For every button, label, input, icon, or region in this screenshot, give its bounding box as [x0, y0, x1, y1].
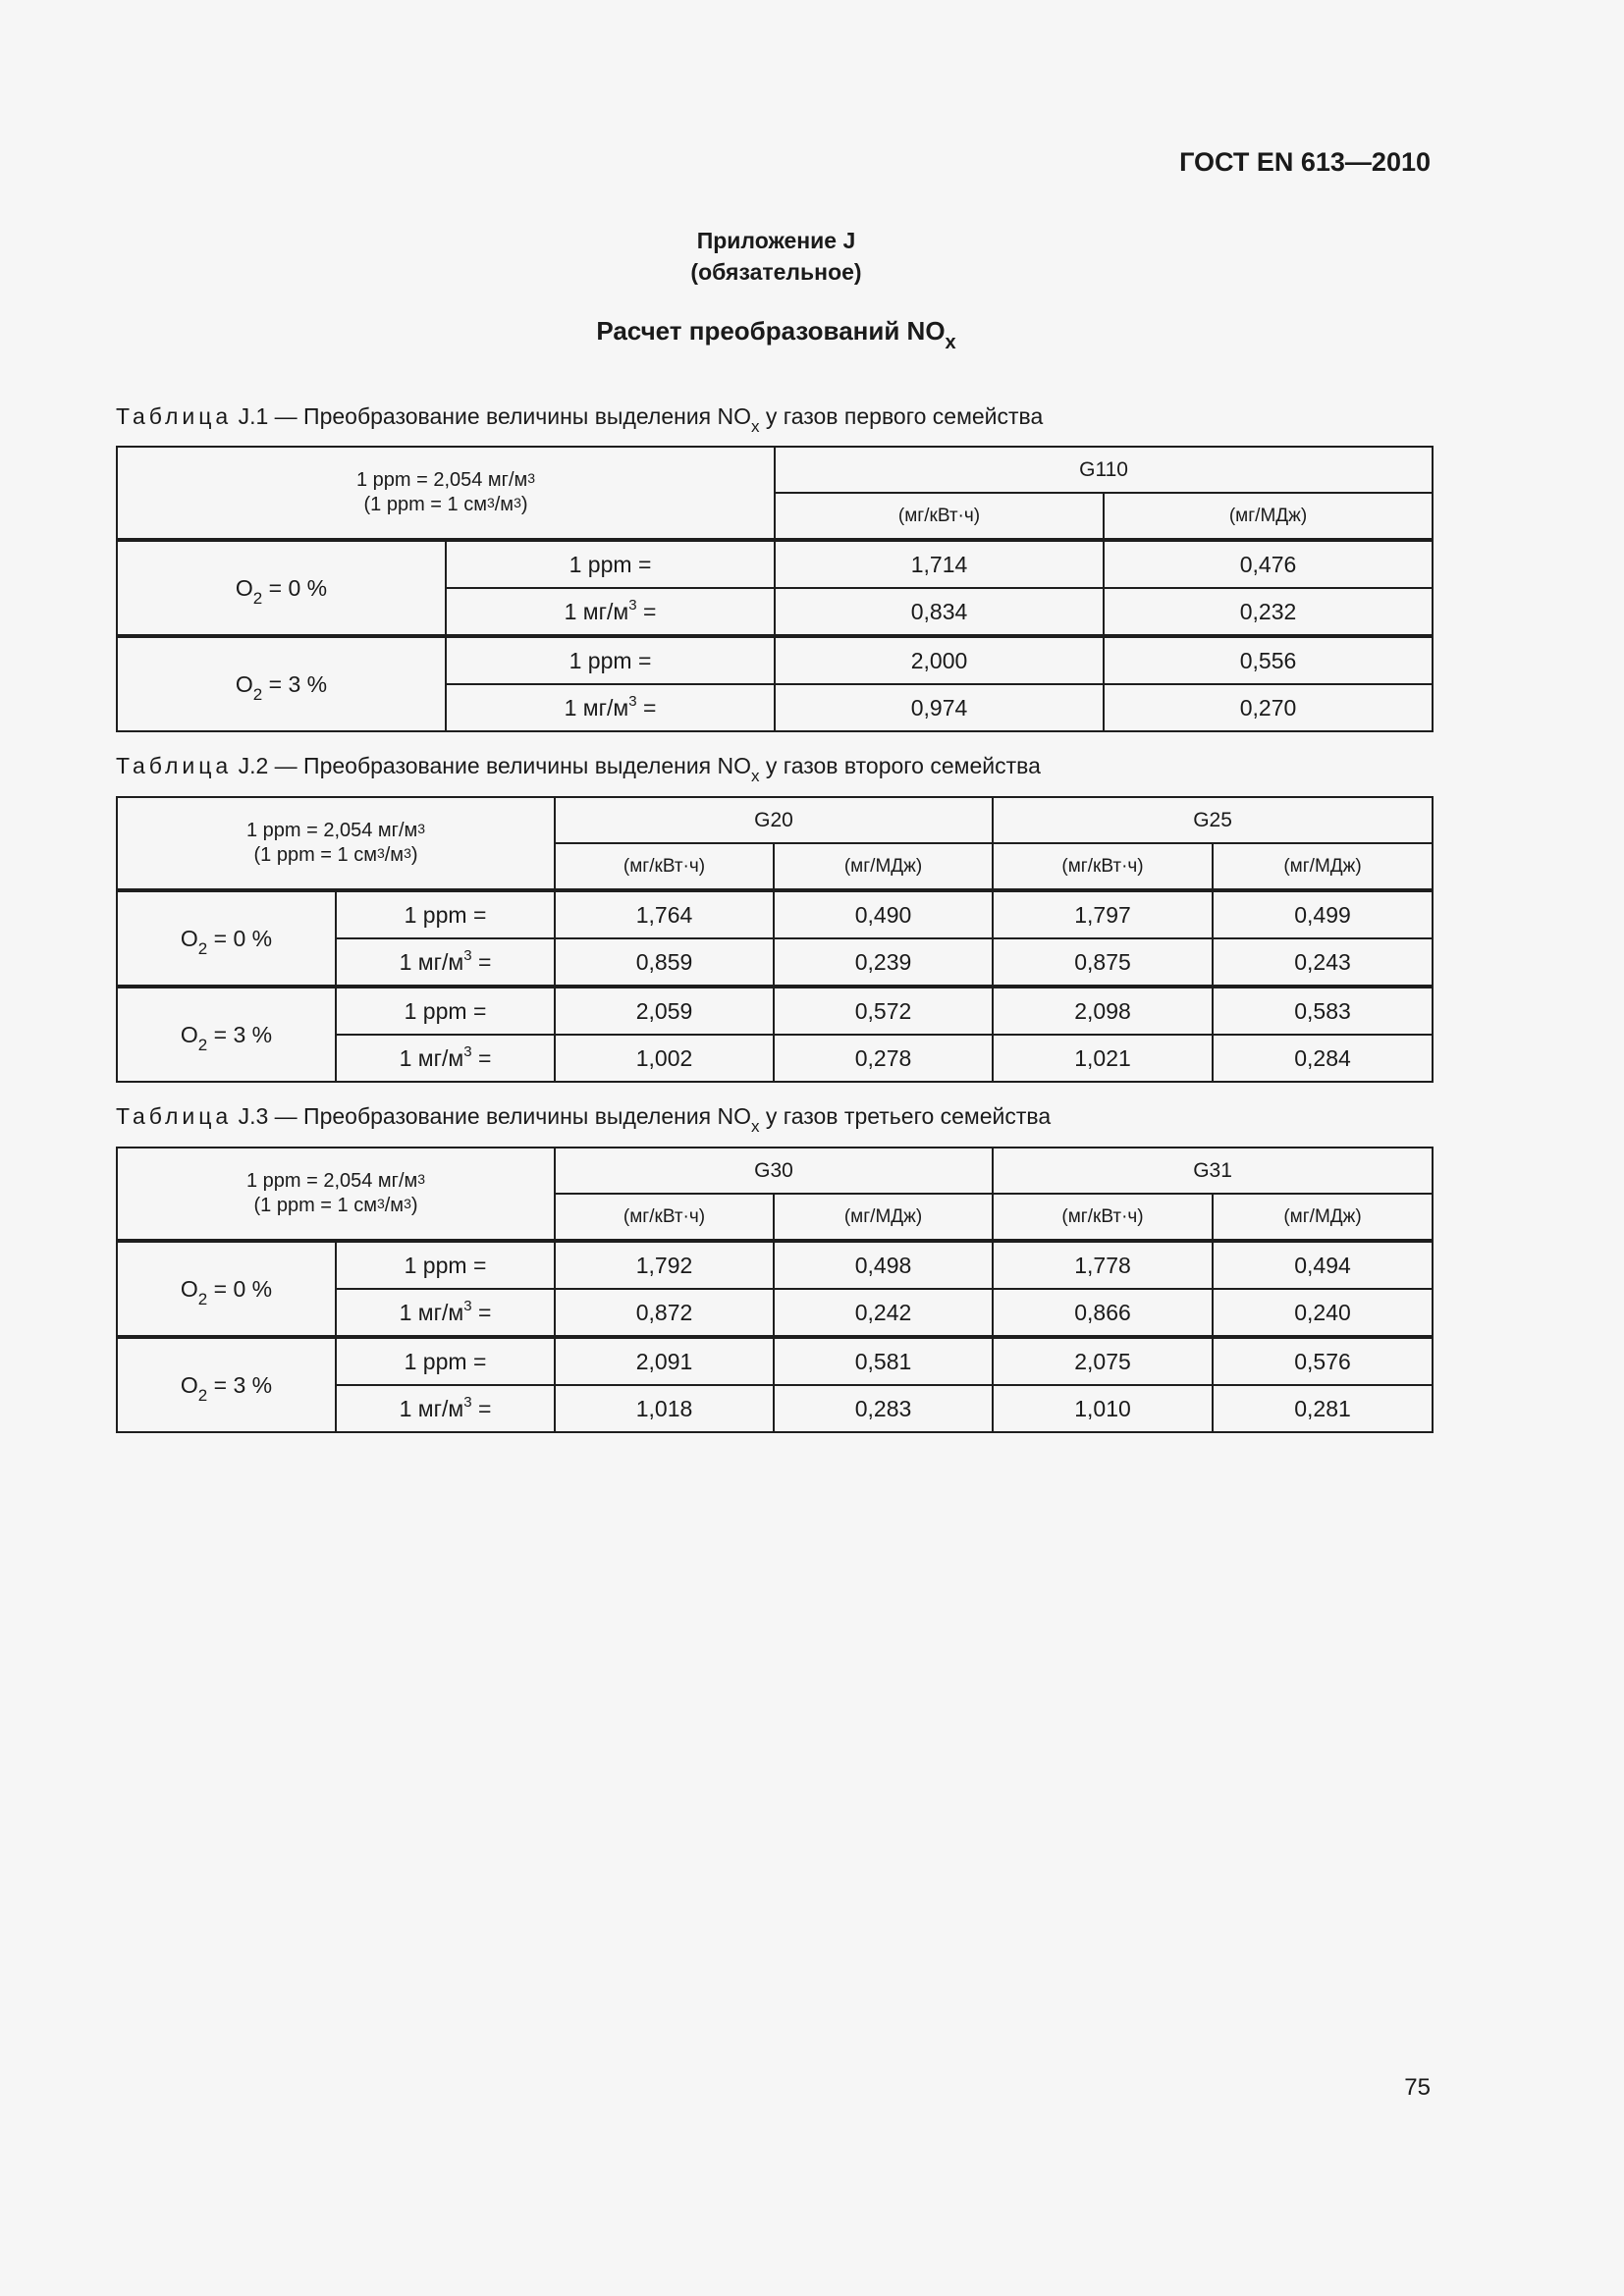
unit-label-ppm: 1 ppm = [336, 1337, 555, 1385]
value-cell: 0,499 [1213, 890, 1433, 938]
unit-label-ppm: 1 ppm = [446, 636, 775, 684]
section-title [0, 316, 1552, 353]
condition-label: $O_2 = 0$ % [117, 1241, 336, 1337]
table-row [117, 987, 1433, 1035]
value-cell: 1,021 [993, 1035, 1213, 1082]
block-o2-3 [117, 636, 1433, 731]
value-cell: 0,583 [1213, 987, 1433, 1035]
gas-header: G110 [775, 447, 1433, 493]
table-row [117, 1241, 1433, 1289]
block-o2-0 [117, 1241, 1433, 1337]
value-cell: 0,243 [1213, 938, 1433, 987]
unit-label-mg: 1 $мг/м^3$ = [336, 938, 555, 987]
annex-status: (обязательное) [690, 259, 862, 285]
value-cell: 0,284 [1213, 1035, 1433, 1082]
table-j2-caption [116, 753, 1041, 785]
caption-text: J.3 — Преобразование величины выделения NO [232, 1103, 752, 1129]
condition-label: $O_2 = 0$ % [117, 540, 446, 636]
value-cell: 0,556 [1104, 636, 1433, 684]
unit-label-ppm: 1 ppm = [446, 540, 775, 588]
value-cell: 1,797 [993, 890, 1213, 938]
table-j3-caption [116, 1103, 1052, 1136]
value-cell: 0,490 [774, 890, 993, 938]
reference-line-1: 1 ppm = 2,054 $мг/м^3$ [245, 820, 426, 841]
caption-text: J.1 — Преобразование величины выделения NO [232, 403, 752, 429]
value-cell: 0,240 [1213, 1289, 1433, 1337]
gas-header: G31 [993, 1148, 1433, 1194]
block-o2-0 [117, 890, 1433, 987]
unit-kwh: (мг/кВт·ч) [775, 493, 1104, 540]
reference-line-1: 1 ppm = 2,054 $мг/м^3$ [355, 469, 536, 491]
table-j1-caption [116, 403, 1044, 436]
unit-label-ppm: 1 ppm = [336, 1241, 555, 1289]
value-cell: 0,278 [774, 1035, 993, 1082]
unit-label-mg: 1 $мг/м^3$ = [336, 1035, 555, 1082]
value-cell: 0,232 [1104, 588, 1433, 636]
value-cell: 0,572 [774, 987, 993, 1035]
condition-label: $O_2 = 3$ % [117, 1337, 336, 1432]
value-cell: 0,281 [1213, 1385, 1433, 1432]
table-header [117, 1148, 1433, 1241]
value-cell: 1,002 [555, 1035, 774, 1082]
value-cell: 0,872 [555, 1289, 774, 1337]
table-row [117, 540, 1433, 588]
value-cell: 0,476 [1104, 540, 1433, 588]
value-cell: 2,075 [993, 1337, 1213, 1385]
value-cell: 0,834 [775, 588, 1104, 636]
page-number: 75 [1404, 2074, 1431, 2101]
gas-header: G25 [993, 797, 1433, 843]
table-j3 [116, 1147, 1434, 1433]
gas-header: G20 [555, 797, 993, 843]
unit-label-mg: 1 $мг/м^3$ = [446, 684, 775, 731]
unit-label-mg: 1 $мг/м^3$ = [336, 1385, 555, 1432]
caption-subscript: x [751, 767, 760, 785]
unit-mj: (мг/МДж) [774, 1194, 993, 1241]
value-cell: 0,494 [1213, 1241, 1433, 1289]
annex-heading [0, 225, 1552, 288]
value-cell: 1,764 [555, 890, 774, 938]
value-cell: 0,239 [774, 938, 993, 987]
unit-label-ppm: 1 ppm = [336, 987, 555, 1035]
table-row [117, 1337, 1433, 1385]
table-j2 [116, 796, 1434, 1083]
reference-cell [117, 1148, 555, 1241]
value-cell: 1,778 [993, 1241, 1213, 1289]
header-row [117, 447, 1433, 493]
section-title-main: Расчет преобразований NO [596, 316, 946, 346]
value-cell: 0,576 [1213, 1337, 1433, 1385]
table-j1 [116, 446, 1434, 732]
caption-word: Таблица [116, 753, 233, 778]
reference-cell [117, 447, 775, 540]
section-title-subscript: x [945, 332, 956, 353]
table-row [117, 890, 1433, 938]
unit-label-mg: 1 $мг/м^3$ = [446, 588, 775, 636]
table-row [117, 636, 1433, 684]
annex-title: Приложение J [696, 228, 856, 253]
unit-kwh: (мг/кВт·ч) [555, 1194, 774, 1241]
value-cell: 0,974 [775, 684, 1104, 731]
reference-line-2: (1 ppm = 1 $см^3/м^3$) [253, 844, 418, 866]
caption-text: J.2 — Преобразование величины выделения NO [232, 753, 752, 778]
document-code: ГОСТ EN 613—2010 [1179, 147, 1431, 177]
value-cell: 1,714 [775, 540, 1104, 588]
unit-label-ppm: 1 ppm = [336, 890, 555, 938]
unit-mj: (мг/МДж) [774, 843, 993, 890]
value-cell: 2,059 [555, 987, 774, 1035]
value-cell: 2,091 [555, 1337, 774, 1385]
caption-text-end: у газов первого семейства [759, 403, 1044, 429]
unit-kwh: (мг/кВт·ч) [993, 843, 1213, 890]
value-cell: 0,581 [774, 1337, 993, 1385]
value-cell: 0,859 [555, 938, 774, 987]
unit-kwh: (мг/кВт·ч) [555, 843, 774, 890]
reference-line-2: (1 ppm = 1 $см^3/м^3$) [253, 1195, 418, 1216]
reference-line-1: 1 ppm = 2,054 $мг/м^3$ [245, 1170, 426, 1192]
value-cell: 0,270 [1104, 684, 1433, 731]
header-row [117, 797, 1433, 843]
value-cell: 2,000 [775, 636, 1104, 684]
value-cell: 1,792 [555, 1241, 774, 1289]
value-cell: 0,242 [774, 1289, 993, 1337]
reference-line-2: (1 ppm = 1 $см^3/м^3$) [363, 494, 528, 515]
unit-label-mg: 1 $мг/м^3$ = [336, 1289, 555, 1337]
unit-mj: (мг/МДж) [1213, 1194, 1433, 1241]
value-cell: 0,498 [774, 1241, 993, 1289]
unit-mj: (мг/МДж) [1213, 843, 1433, 890]
caption-text-end: у газов третьего семейства [759, 1103, 1052, 1129]
value-cell: 2,098 [993, 987, 1213, 1035]
condition-label: $O_2 = 3$ % [117, 987, 336, 1082]
caption-text-end: у газов второго семейства [759, 753, 1041, 778]
caption-word: Таблица [116, 1103, 233, 1129]
value-cell: 0,283 [774, 1385, 993, 1432]
gas-header: G30 [555, 1148, 993, 1194]
value-cell: 0,866 [993, 1289, 1213, 1337]
caption-subscript: x [751, 417, 760, 436]
unit-kwh: (мг/кВт·ч) [993, 1194, 1213, 1241]
caption-subscript: x [751, 1117, 760, 1136]
header-row [117, 1148, 1433, 1194]
value-cell: 1,018 [555, 1385, 774, 1432]
reference-cell [117, 797, 555, 890]
condition-label: $O_2 = 0$ % [117, 890, 336, 987]
table-header [117, 797, 1433, 890]
block-o2-3 [117, 987, 1433, 1082]
caption-word: Таблица [116, 403, 233, 429]
block-o2-0 [117, 540, 1433, 636]
condition-label: $O_2 = 3$ % [117, 636, 446, 731]
value-cell: 1,010 [993, 1385, 1213, 1432]
unit-mj: (мг/МДж) [1104, 493, 1433, 540]
block-o2-3 [117, 1337, 1433, 1432]
value-cell: 0,875 [993, 938, 1213, 987]
table-header [117, 447, 1433, 540]
